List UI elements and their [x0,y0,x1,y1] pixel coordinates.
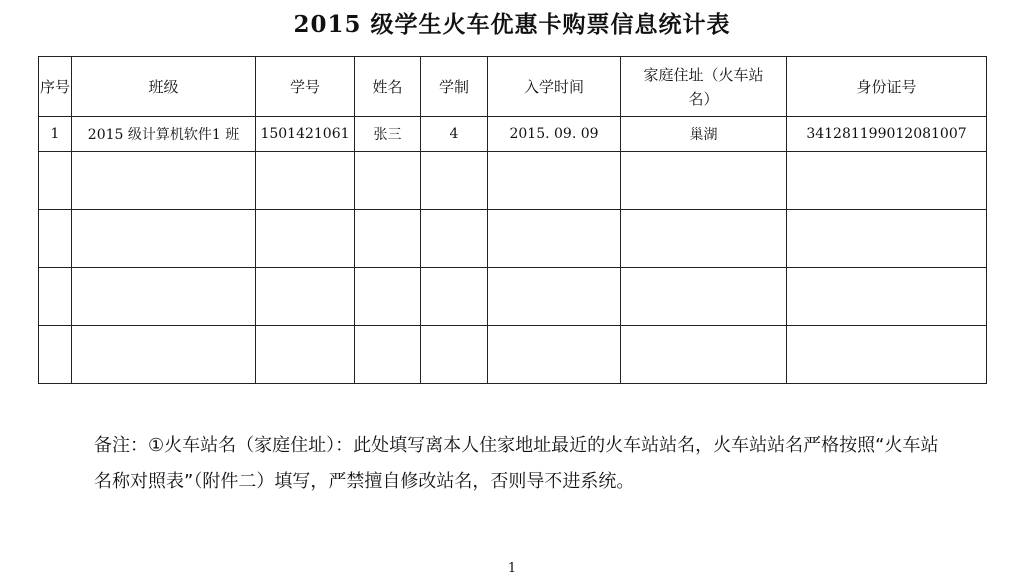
empty-cell [787,210,987,268]
header-duration: 学制 [421,57,488,117]
empty-cell [39,268,72,326]
cell-seq: 1 [39,117,72,152]
header-student-id: 学号 [256,57,355,117]
empty-cell [621,268,787,326]
cell-address: 巢湖 [621,117,787,152]
empty-cell [621,152,787,210]
table-row-empty [39,268,987,326]
empty-cell [488,152,621,210]
empty-cell [256,268,355,326]
cell-class: 2015 级计算机软件1 班 [72,117,256,152]
empty-cell [355,268,421,326]
page-number: 1 [507,561,517,576]
empty-cell [72,268,256,326]
header-class: 班级 [72,57,256,117]
empty-cell [787,268,987,326]
table-row-empty [39,210,987,268]
cell-student-id: 1501421061 [256,117,355,152]
empty-cell [355,326,421,384]
empty-cell [355,210,421,268]
empty-cell [355,152,421,210]
empty-cell [256,326,355,384]
header-enroll-time: 入学时间 [488,57,621,117]
empty-cell [72,152,256,210]
empty-cell [72,210,256,268]
empty-cell [787,152,987,210]
empty-cell [621,210,787,268]
empty-cell [621,326,787,384]
ticket-info-table [38,56,987,384]
cell-id-number: 341281199012081007 [787,117,987,152]
empty-cell [39,210,72,268]
table-header-row [39,57,987,117]
empty-cell [256,210,355,268]
empty-cell [72,326,256,384]
header-address: 家庭住址（火车站名） [621,57,787,117]
document-title: 2015 级学生火车优惠卡购票信息统计表 [293,11,731,38]
empty-cell [421,268,488,326]
empty-cell [39,326,72,384]
cell-enroll-time: 2015. 09. 09 [488,117,621,152]
empty-cell [787,326,987,384]
header-id-number: 身份证号 [787,57,987,117]
empty-cell [421,210,488,268]
table-row-empty [39,326,987,384]
empty-cell [421,152,488,210]
empty-cell [488,210,621,268]
header-name: 姓名 [355,57,421,117]
table-row-empty [39,152,987,210]
cell-duration: 4 [421,117,488,152]
header-seq: 序号 [39,57,72,117]
empty-cell [488,268,621,326]
footnote: 备注：①火车站名（家庭住址）：此处填写离本人住家地址最近的火车站站名，火车站站名严格按照“火车站名称对照表”（附件二）填写，严禁擅自修改站名，否则导不进系统。 [94,435,939,492]
empty-cell [256,152,355,210]
empty-cell [421,326,488,384]
table-row [39,117,987,152]
empty-cell [488,326,621,384]
cell-name: 张三 [355,117,421,152]
empty-cell [39,152,72,210]
